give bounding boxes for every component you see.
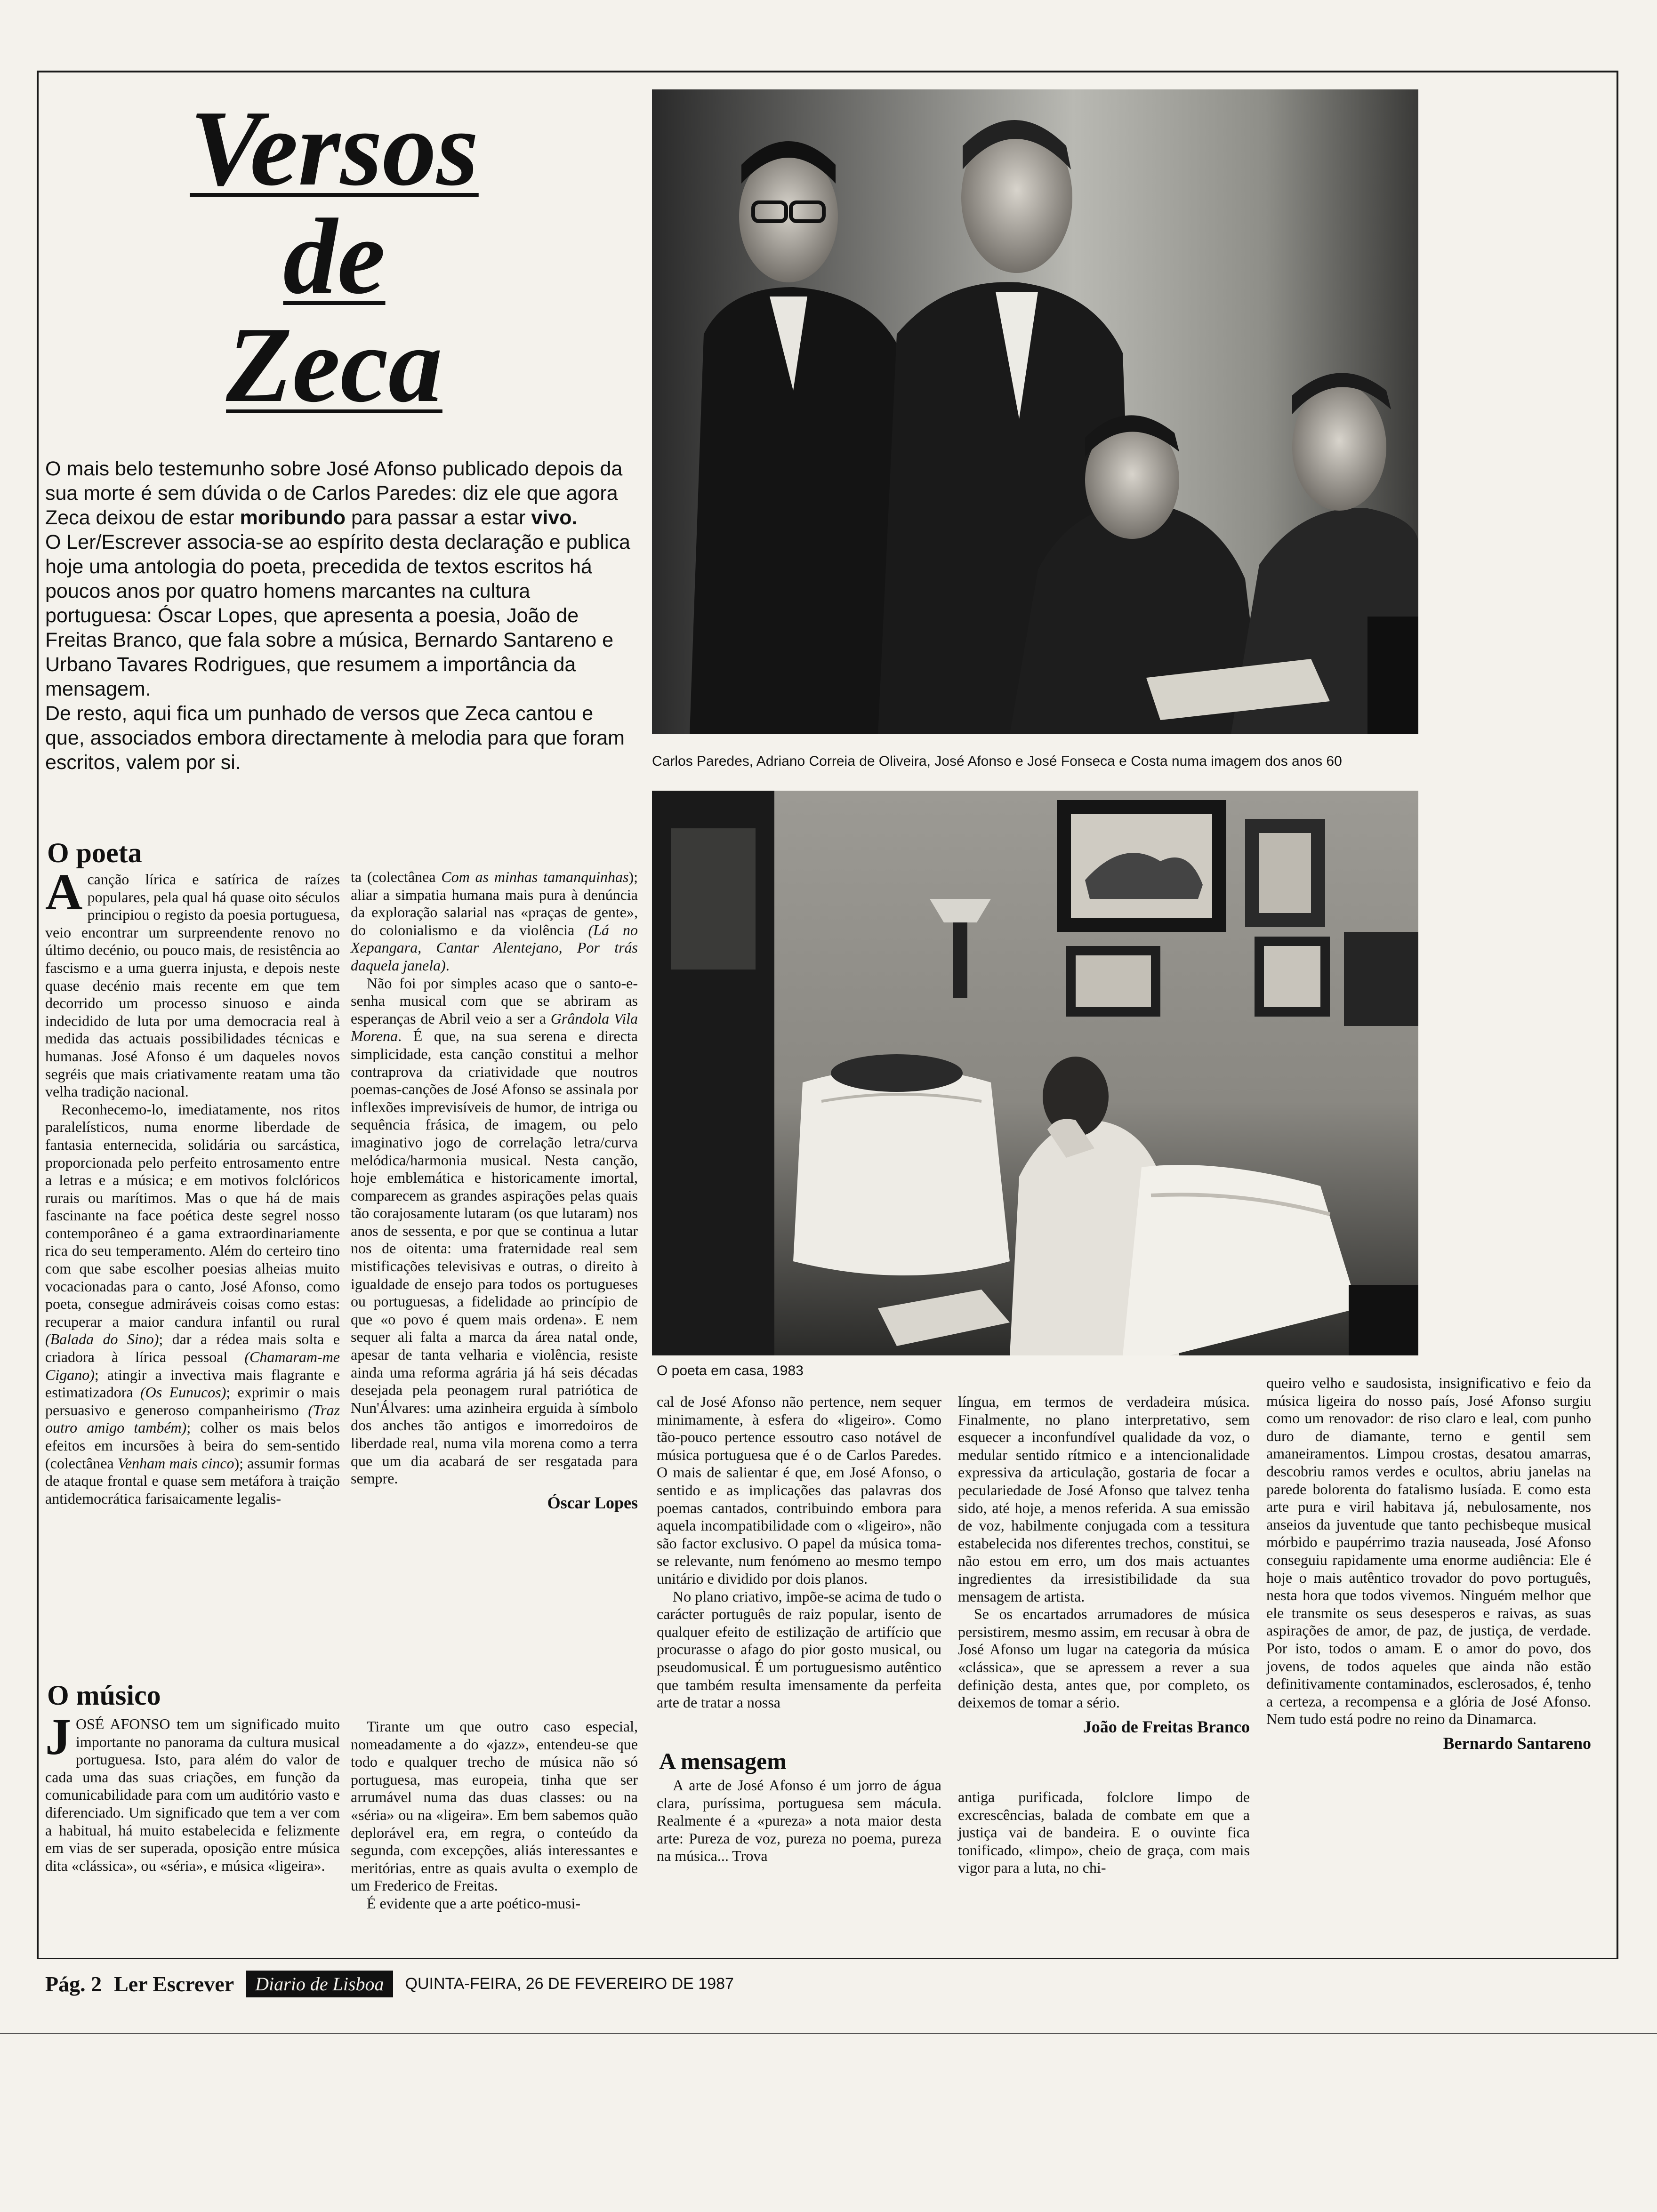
poeta-c1p2c: ; dar a rédea mais solta e criadora à lírica pessoal (45, 1330, 340, 1366)
poeta-c1p2d: (Chamaram-me Cigano) (45, 1348, 340, 1383)
section-heading-poeta: O poeta (47, 837, 142, 868)
poeta-c2p2b: Grândola Vila Morena (351, 1010, 638, 1045)
musico-column-3 (657, 1393, 941, 1712)
poeta-c2p1e: . (445, 956, 450, 974)
mensagem-column-5 (1266, 1374, 1591, 1754)
intro-paragraph-3: De resto, aqui fica um punhado de versos que Zeca cantou e que, associados embora directamente à melodia para que foram escritos, valem por si. (45, 702, 625, 774)
photo-poet-at-home (652, 791, 1418, 1355)
signature-joao-de-freitas-branco: João de Freitas Branco (1083, 1717, 1250, 1736)
frame-bottom-rule (37, 1958, 1618, 1959)
musico-c1-paragraph-1 (45, 1708, 340, 1875)
musico-c4-paragraph-1: língua, em termos de verdadeira música. Finalmente, no plano interpretativo, sem esquecer a inconfundível qualidade da voz, o medular sentido rítmico e a intencionalidade expressiva da articulação, gostaria de focar a peculariedade de José Afonso que talvez tenha sido, até hoje, a menos referida. A sua emissão de voz, habilmente conjugada com a tessitura estabelecida nos diferentes trechos, constitui, se não estou em erro, um dos mais actuantes ingredientes da irresistibilidade da sua mensagem de artista. (958, 1393, 1250, 1605)
musico-dropcap: J (45, 1708, 71, 1765)
musico-c2-paragraph-2: É evidente que a arte poético-musi- (367, 1894, 581, 1912)
photo-caption-2: O poeta em casa, 1983 (657, 1363, 804, 1378)
footer-rule (0, 2033, 1657, 2034)
poeta-c2p1a: ta (colectânea (351, 868, 442, 885)
signature-oscar-lopes: Óscar Lopes (547, 1493, 638, 1512)
mensagem-c3-paragraph-1: A arte de José Afonso é um jorro de água clara, puríssima, portuguesa sem mácula. Realmente é a «pureza» a nota maior desta arte: Pureza de voz, pureza no poema, pureza na música... Trova (657, 1777, 941, 1865)
musico-c3-paragraph-1: cal de José Afonso não pertence, nem sequer minimamente, à esfera do «ligeiro». Como tão-pouco pertence essoutro caso notável de música portuguesa que é o de Carlos Paredes. O mais de salientar é que, em José Afonso, o sentido e as implicações das palavras dos poemas cantados, contribuindo embora para aquela incompatibilidade com o «ligeiro», não são factor exclusivo. O papel da música toma-se relevante, num fenómeno ao mesmo tempo unitário e dividido por dois planos. (657, 1393, 941, 1587)
musico-c2-paragraph-1: Tirante um que outro caso especial, nomeadamente a do «jazz», entendeu-se que todo e qualquer trecho de música não só portuguesa, mas europeia, tinha que ser arrumável numa das duas classes: ou na «séria» ou na «ligeira». Em bem sabemos quão deplorável era, em regra, o conteúdo da segunda, com excepções, aliás interessantes e meritórias, entre as quais avulta o exemplo de um Frederico de Freitas. (351, 1718, 638, 1894)
mensagem-column-3 (657, 1777, 941, 1865)
footer-page-number: Pág. 2 (45, 1972, 102, 1996)
musico-column-2 (351, 1718, 638, 1913)
intro-text (45, 457, 634, 775)
mensagem-c4-paragraph-1: antiga purificada, folclore limpo de excrescências, balada de combate em que a justiça vai de bandeira. E o ouvinte fica tonificado, «limpo», cheio de graça, com mais vigor para a luta, no chi- (958, 1788, 1250, 1876)
footer-section-name: Ler Escrever (114, 1972, 234, 1996)
intro-p1c: para passar a estar (346, 506, 531, 529)
frame-left-rule (37, 71, 39, 1958)
poeta-c2-paragraph-1 (351, 868, 638, 975)
poeta-c1p2b: (Balada do Sino) (45, 1330, 159, 1348)
headline-line-3: Zeca (226, 305, 442, 425)
intro-paragraph-1 (45, 457, 634, 530)
poeta-c1p1-text: canção lírica e satírica de raízes populares, pela qual há quase oito séculos principiou o registo da poesia portuguesa, veio encontrar um surpreendente renovo no último decénio, ou pouco mais, de resistência ao fascismo e a uma guerra injusta, e depois neste quase decénio mais recente em que tem decorrido um processo sinuoso e ainda indecidido de luta por uma democracia real à medida das actuais possibilidades técnicas e humanas. José Afonso é um daqueles novos segréis que mais criativamente reatam uma tão velha tradição nacional. (45, 871, 340, 1100)
poeta-c1p2j: Venham mais cinco (117, 1454, 234, 1472)
musico-c4-paragraph-2: Se os encartados arrumadores de música persistirem, mesmo assim, em recusar à obra de José Afonso um lugar na categoria da música «clássica», que se apressem a rever a sua definição desta, antes que, por completo, os deixemos de tomar a sério. (958, 1605, 1250, 1711)
poeta-column-1 (45, 863, 340, 1507)
poeta-column-2 (351, 868, 638, 1513)
intro-p1-bold-1: moribundo (240, 506, 346, 529)
photo-poet-at-home-image (652, 791, 1418, 1355)
photo-caption-1: Carlos Paredes, Adriano Correia de Oliveira, José Afonso e José Fonseca e Costa numa imagem dos anos 60 (652, 753, 1342, 769)
intro-p1a: O mais belo testemunho sobre José Afonso publicado depois da sua morte é sem dúvida o de Carlos Paredes: diz ele que agora Zeca deixou de estar (45, 457, 623, 529)
photo-group-portrait-image (652, 89, 1418, 734)
poeta-c1p2k: ); assumir formas de ataque frontal e quase sem metáfora à traição antidemocrática farisaicamente legalis- (45, 1454, 340, 1507)
musico-column-4 (958, 1393, 1250, 1737)
poeta-c1p2h: (Traz outro amigo também) (45, 1401, 340, 1436)
page-footer (45, 1970, 1599, 1998)
section-heading-musico: O músico (47, 1680, 161, 1711)
poeta-c2p1c: ); aliar a simpatia humana mais pura à denúncia da exploração salarial nas «praças de gente», do colonialismo e da violência (351, 868, 638, 938)
poeta-c2p2c: . É que, na sua serena e directa simplicidade, esta canção constitui a melhor contraprova da criatividade que noutros poemas-canções de José Afonso se assinala por inflexões imprevisíveis de humor, de intriga ou sequência frásica, de imagem, ou pelo imaginativo jogo de correlação letra/curva melódica/harmonia musical. Nesta canção, hoje emblemática e historicamente imortal, comparecem as grandes aspirações pelas quais tão corajosamente lutaram (os que lutaram) nos anos de sessenta, e por que se continua a lutar nos de oitenta: uma fraternidade real sem mistificações televisivas e outras, o direito à igualdade de ensejo para todos os portugueses ou portuguesas, a fidelidade ao princípio de que «o povo é quem mais ordena». E nem sequer ali falta a marca da área natal onde, apesar de tanta velharia e violência, resiste ainda uma reforma agrária já há seis décadas desejada pela peonagem rural patriótica de Nun'Álvares: uma azinheira erguida à símbolo dos anches tão antigos e imorredoiros de liberdade real, numa vila morena como a terra que um dia acabará de ser resgatada para sempre. (351, 1027, 638, 1487)
headline-line-1: Versos (190, 88, 479, 208)
footer-date: QUINTA-FEIRA, 26 DE FEVEREIRO DE 1987 (405, 1974, 734, 1993)
poeta-c2p1b: Com as minhas tamanquinhas (441, 868, 629, 885)
headline (160, 88, 508, 425)
poeta-dropcap: A (45, 863, 83, 921)
poeta-c2p2a: Não foi por simples acaso que o santo-e-senha musical com que se abriram as esperanças de Abril veio a ser a (351, 974, 638, 1027)
intro-paragraph-2: O Ler/Escrever associa-se ao espírito desta declaração e publica hoje uma antologia do poeta, precedida de textos escritos há poucos anos por quatro homens marcantes na cultura portuguesa: Óscar Lopes, que apresenta a poesia, João de Freitas Branco, que fala sobre a música, Bernardo Santareno e Urbano Tavares Rodrigues, que resumem a importância da mensagem. (45, 531, 630, 700)
poeta-c2-paragraph-2 (351, 975, 638, 1488)
footer-newspaper-logo: Diario de Lisboa (246, 1971, 393, 1997)
mensagem-c5-paragraph-1: queiro velho e saudosista, insignificativo e feio da música ligeira do nosso país, José Afonso surgiu como um renovador: de riso claro e leal, com punho duro de diamante, terno e gentil sem amaneiramentos. Limpou crostas, desatou amarras, descobriu ramos verdes e ocultos, abriu janelas na parede bolorenta do fatalismo lusíada. E como esta arte pura e viril habitava já, nebulosamente, nos anseios da juventude que tanto pechisbeque musical mórbido e paupérrimo trazia nauseada, José Afonso conseguiu rapidamente uma enorme audiência: Ele é hoje o mais autêntico trovador do povo português, nesta hora que todos vivemos. Ninguém melhor que ele transmite os seus desesperos e raivas, as suas aspirações de amor, de paz, de justiça, de verdade. Por isto, todos o amam. E o amor do povo, dos jovens, de todos aqueles que ainda não estão definitivamente contaminados, esclerosados, é, tenho a certeza, a recompensa e a glória de José Afonso. Nem tudo está podre no reino da Dinamarca. (1266, 1374, 1591, 1728)
poeta-c1p2g: ; exprimir o mais persuasivo e generoso companheirismo (45, 1384, 340, 1419)
photo-group-portrait (652, 89, 1418, 734)
headline-line-2: de (283, 196, 386, 316)
poeta-c1p2i: ; colher os mais belos efeitos em incursões à beira do sem-sentido (colectânea (45, 1419, 340, 1472)
musico-column-1 (45, 1708, 340, 1875)
frame-right-rule (1617, 71, 1618, 1958)
musico-c3-paragraph-2: No plano criativo, impõe-se acima de tudo o carácter português de raiz popular, isento de qualquer efeito de estilização de artifício que procurasse o afago do pior gosto musical, ou pseudomusical. É um portuguesismo autêntico que também resulta imensamente da perfeita arte de tratar a nossa (657, 1587, 941, 1711)
frame-top-rule (37, 71, 1618, 72)
intro-p1-bold-2: vivo. (531, 506, 578, 529)
mensagem-column-4 (958, 1788, 1250, 1877)
poeta-c1-paragraph-2 (45, 1101, 340, 1508)
musico-c1p1-text: OSÉ AFONSO tem um significado muito importante no panorama da cultura musical portuguesa. Isto, para além do valor de cada uma das suas criações, em função da comunicabilidade para com um auditório vasto e diferenciado. Um significado que tem a ver com a habitual, há muito estabelecida e felizmente em vias de ser superada, oposição entre música dita «clássica», ou «séria», e música «ligeira». (45, 1715, 340, 1874)
poeta-c1p2a: Reconhecemo-lo, imediatamente, nos ritos paralelísticos, numa enorme liberdade de fantasia enternecida, solidária ou sarcástica, proporcionada pelo perfeito entrosamento entre a letras e a música; e em motivos folclóricos rurais ou marítimos. Mas o que há de mais fascinante na face poética deste segrel nosso contemporâneo é a gama extraordinariamente rica do seu temperamento. Além do certeiro tino com que sabe escolher poesias alheias muito vocacionadas para o canto, José Afonso, como poeta, consegue admiráveis coisas como estas: recuperar a maior candura infantil ou rural (45, 1100, 340, 1330)
poeta-c1p2f: (Os Eunucos) (140, 1384, 226, 1401)
poeta-c1p2e: ; atingir a invectiva mais flagrante e estimatizadora (45, 1366, 340, 1401)
poeta-c1-paragraph-1 (45, 863, 340, 1101)
poeta-c2p1d: (Lá no Xepangara, Cantar Alentejano, Por trás daquela janela) (351, 921, 638, 974)
signature-bernardo-santareno: Bernardo Santareno (1443, 1733, 1591, 1753)
section-heading-mensagem: A mensagem (659, 1748, 787, 1774)
